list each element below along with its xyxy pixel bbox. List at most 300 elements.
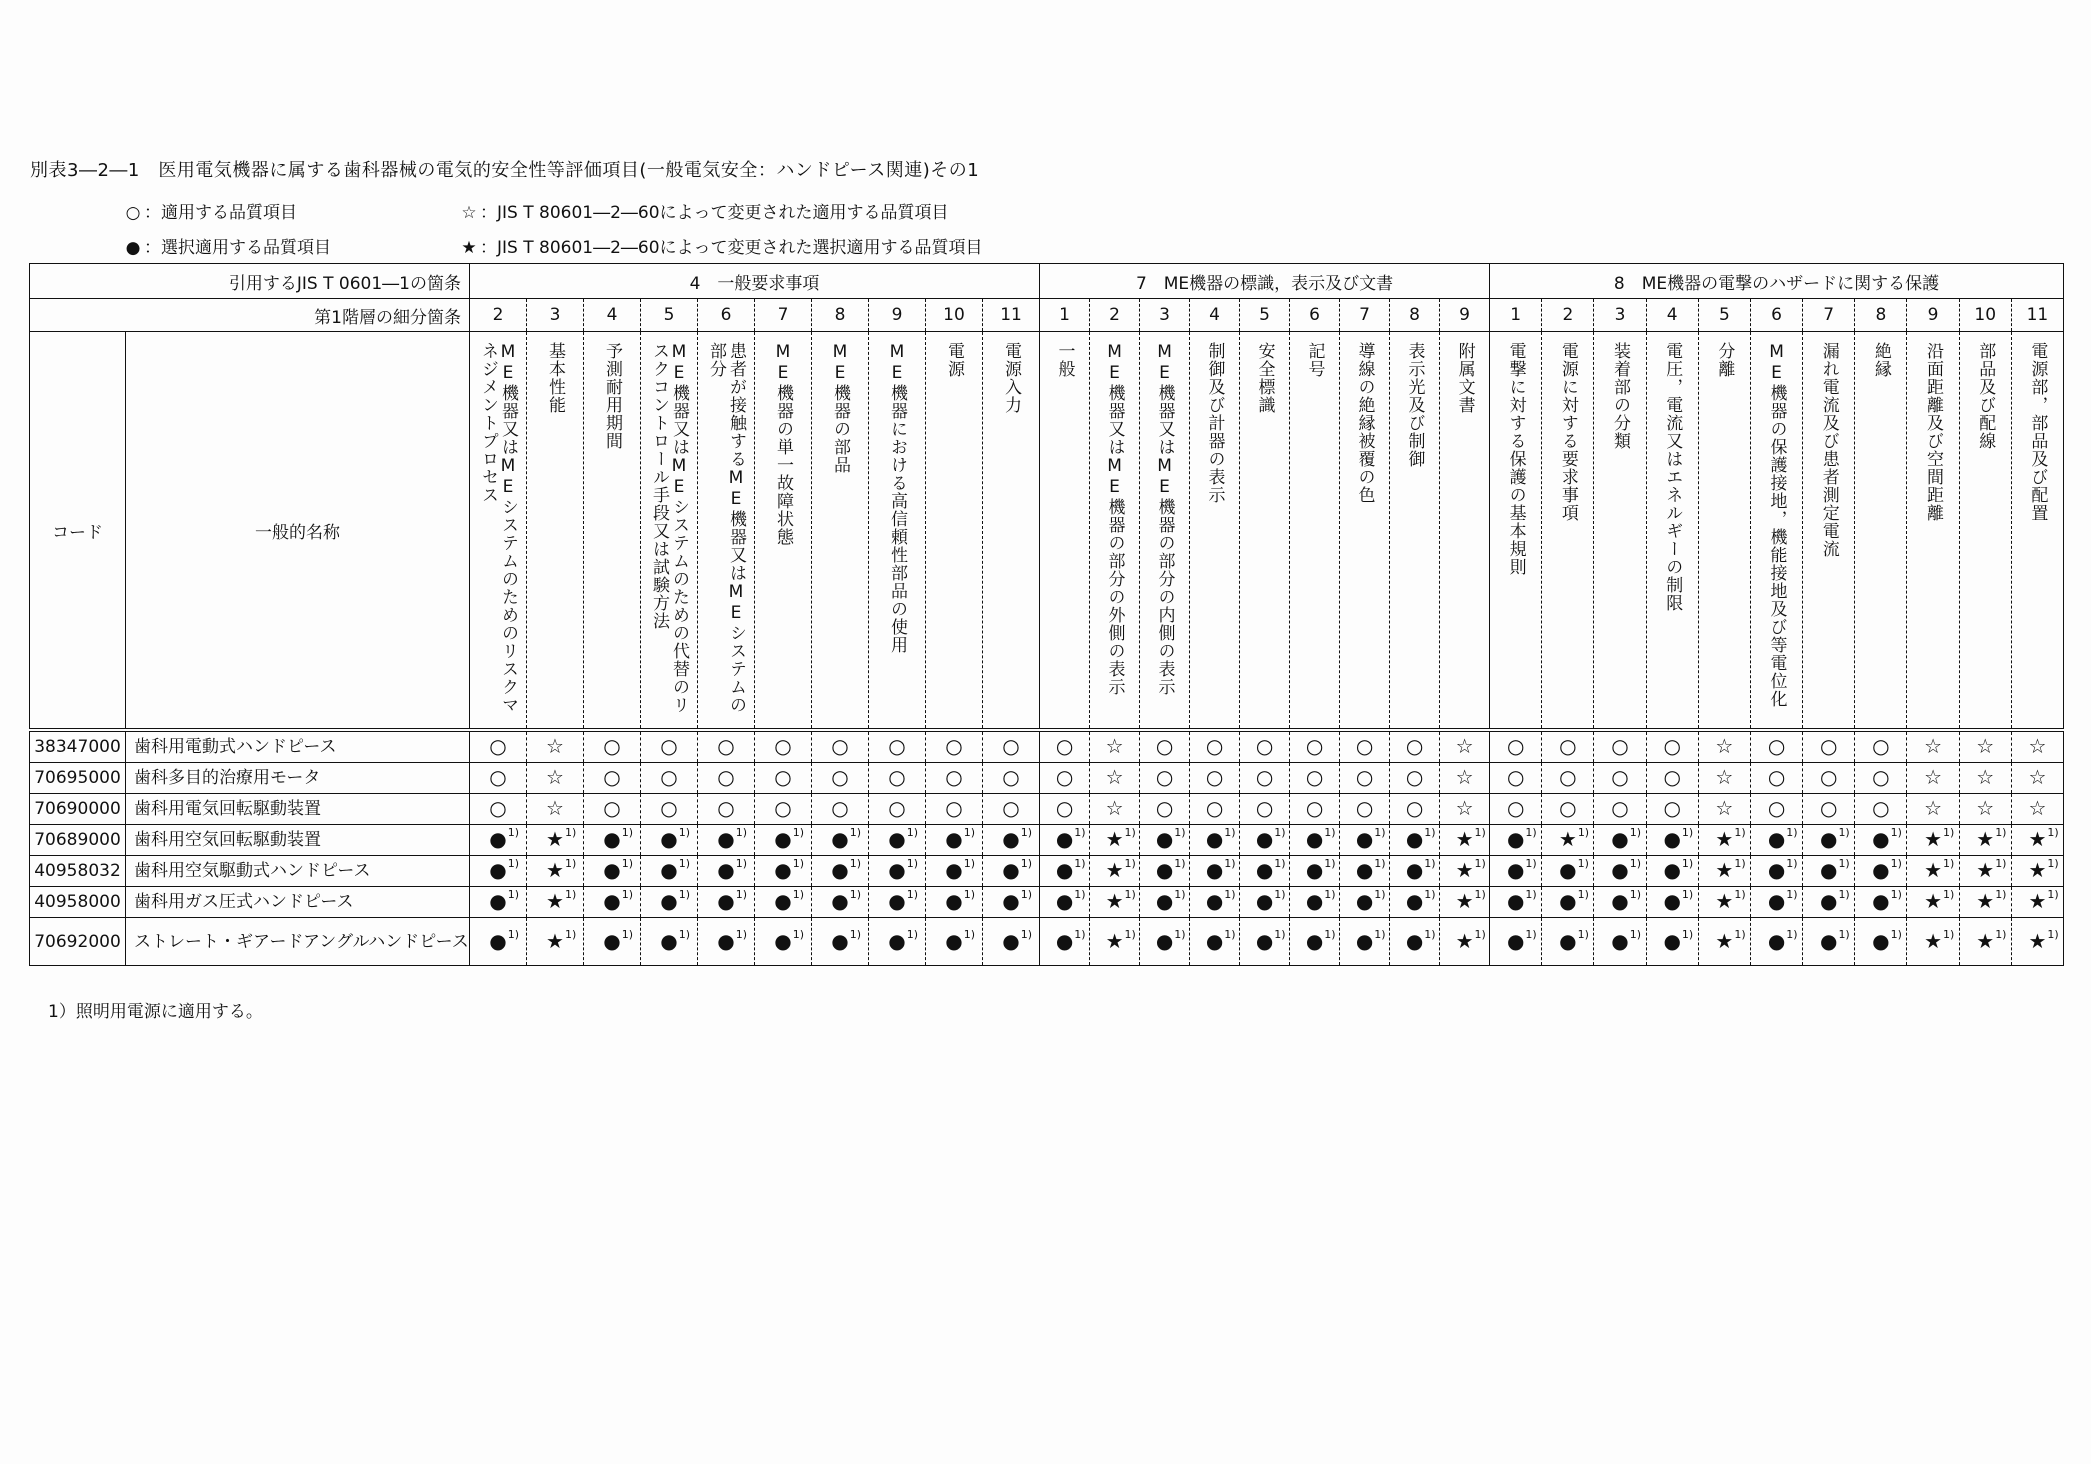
mark-symbol: ● — [1055, 858, 1074, 882]
mark-symbol: ● — [660, 827, 678, 851]
filled-circle-icon — [945, 888, 976, 913]
mark-cell — [641, 825, 698, 856]
mark-cell — [1698, 730, 1750, 763]
footnote-ref: 1) — [792, 927, 805, 941]
mark-cell — [755, 794, 812, 825]
footnote-ref: 1) — [1474, 927, 1486, 941]
open-circle-icon — [1559, 734, 1576, 758]
footnote-ref: 1) — [1525, 927, 1537, 941]
mark-symbol: ● — [1355, 827, 1374, 851]
open-circle-icon — [1256, 796, 1273, 820]
mark-cell — [1090, 825, 1140, 856]
item-label: ME機器の部品 — [830, 342, 850, 474]
mark-cell — [1855, 856, 1907, 887]
mark-symbol: ★ — [2028, 889, 2047, 913]
filled-star-icon — [1976, 826, 2007, 851]
mark-symbol: ☆ — [1715, 765, 1734, 789]
filled-circle-icon — [1305, 857, 1336, 882]
subclause-number: 2 — [1542, 299, 1594, 332]
mark-cell — [1594, 887, 1646, 918]
subclause-number: 1 — [1040, 299, 1090, 332]
section-title: 8 ME機器の電撃のハザードに関する保護 — [1490, 264, 2064, 299]
mark-symbol: ○ — [1155, 765, 1174, 789]
filled-circle-icon — [1872, 857, 1902, 882]
mark-cell — [584, 763, 641, 794]
code-cell: 40958032 — [30, 856, 126, 887]
item-label-cell — [470, 332, 527, 731]
name-cell: 歯科多目的治療用モータ — [126, 763, 470, 794]
open-circle-icon — [945, 734, 962, 758]
item-label: 附属文書 — [1454, 342, 1475, 414]
filled-circle-icon — [1506, 857, 1537, 882]
mark-symbol: ☆ — [546, 734, 564, 758]
mark-cell — [1190, 825, 1240, 856]
filled-circle-icon — [603, 927, 634, 953]
item-label-cell — [1855, 332, 1907, 731]
mark-cell — [1240, 730, 1290, 763]
subclause-number: 7 — [1803, 299, 1855, 332]
mark-cell — [470, 730, 527, 763]
open-circle-icon — [1507, 765, 1524, 789]
mark-symbol: ○ — [1305, 734, 1324, 758]
footnote-ref: 1) — [1838, 927, 1850, 941]
footnote-ref: 1) — [1943, 888, 1955, 901]
mark-symbol: ● — [1055, 928, 1074, 953]
footnote-ref: 1) — [1734, 927, 1746, 941]
mark-cell — [1390, 887, 1440, 918]
filled-circle-icon — [1611, 888, 1642, 913]
mark-cell — [1140, 763, 1190, 794]
filled-star-icon — [1558, 826, 1590, 851]
open-circle-icon — [774, 796, 791, 820]
mark-symbol: ☆ — [1715, 796, 1734, 820]
mark-symbol: ● — [1055, 827, 1074, 851]
open-star-icon — [1924, 734, 1942, 758]
mark-symbol: ● — [945, 858, 963, 882]
filled-star-icon — [1105, 826, 1136, 851]
mark-cell — [1090, 918, 1140, 966]
open-circle-icon — [831, 734, 848, 758]
legend-label: ：JIS T 80601―2―60によって変更された適用する品質項目 — [480, 203, 949, 223]
mark-cell — [1698, 856, 1750, 887]
open-circle-icon — [1256, 765, 1273, 789]
mark-cell — [1907, 794, 1959, 825]
footnote-ref: 1) — [1424, 857, 1436, 870]
open-star-icon — [2028, 796, 2046, 820]
mark-symbol: ● — [660, 858, 678, 882]
footnote-ref: 1) — [2047, 857, 2059, 870]
mark-symbol: ★ — [2028, 928, 2047, 953]
filled-star-icon — [1976, 888, 2007, 913]
mark-cell — [641, 887, 698, 918]
mark-symbol: ○ — [945, 765, 963, 789]
mark-symbol: ★ — [1715, 827, 1734, 851]
mark-symbol: ○ — [603, 796, 621, 820]
mark-cell — [1646, 918, 1698, 966]
footnote-ref: 1) — [1124, 826, 1136, 839]
open-star-icon — [1976, 765, 1994, 789]
mark-symbol: ○ — [774, 796, 792, 820]
legend-label: ：JIS T 80601―2―60によって変更された選択適用する品質項目 — [480, 238, 983, 258]
mark-cell — [1440, 887, 1490, 918]
mark-cell — [1190, 918, 1240, 966]
mark-symbol: ● — [489, 889, 507, 913]
footnote-ref: 1) — [1324, 857, 1336, 870]
footnote-ref: 1) — [564, 888, 577, 901]
mark-cell — [1959, 887, 2011, 918]
mark-symbol: ○ — [1611, 734, 1629, 758]
open-circle-icon — [1872, 765, 1889, 789]
open-circle-icon — [945, 765, 962, 789]
mark-cell — [1340, 763, 1390, 794]
filled-circle-icon — [489, 888, 520, 913]
mark-symbol: ★ — [546, 928, 564, 953]
mark-symbol: ● — [831, 928, 849, 953]
mark-cell — [698, 763, 755, 794]
open-circle-icon — [603, 765, 620, 789]
mark-symbol: ● — [1506, 889, 1525, 913]
mark-symbol: ○ — [1255, 765, 1274, 789]
mark-cell — [869, 887, 926, 918]
mark-cell — [812, 763, 869, 794]
mark-cell — [1440, 763, 1490, 794]
mark-symbol: ● — [1872, 858, 1890, 882]
mark-symbol: ● — [1002, 928, 1020, 953]
filled-circle-icon — [660, 857, 691, 882]
mark-cell — [869, 763, 926, 794]
mark-cell — [2011, 887, 2063, 918]
mark-cell — [1340, 794, 1390, 825]
open-circle-icon — [1872, 734, 1889, 758]
mark-cell — [470, 887, 527, 918]
mark-symbol: ● — [1872, 928, 1890, 953]
mark-cell — [812, 918, 869, 966]
mark-symbol: ○ — [888, 765, 906, 789]
filled-circle-icon — [1355, 826, 1386, 851]
filled-circle-icon — [1872, 927, 1902, 953]
mark-cell — [755, 887, 812, 918]
mark-cell — [926, 794, 983, 825]
footnote-ref: 1) — [1224, 927, 1236, 941]
footnote-ref: 1) — [1734, 826, 1746, 839]
mark-symbol: ● — [1559, 889, 1577, 913]
mark-symbol: ● — [1305, 858, 1324, 882]
footnote-ref: 1) — [1525, 888, 1537, 901]
subclause-number: 1 — [1490, 299, 1542, 332]
item-label: ME機器又はME機器の部分の内側の表示 — [1154, 342, 1175, 696]
subclause-number: 7 — [1340, 299, 1390, 332]
footnote-ref: 1) — [1890, 888, 1902, 901]
mark-cell — [1490, 918, 1542, 966]
footnote: 1）照明用電源に適用する。 — [48, 1002, 263, 1022]
mark-cell — [527, 730, 584, 763]
footnote-ref: 1) — [1681, 826, 1694, 839]
mark-symbol: ● — [717, 827, 735, 851]
item-label-cell — [1490, 332, 1542, 731]
item-label-cell — [869, 332, 926, 731]
item-label-cell — [1440, 332, 1490, 731]
filled-circle-icon — [888, 857, 919, 882]
mark-symbol: ● — [1663, 889, 1681, 913]
subclause-number: 5 — [1698, 299, 1750, 332]
footnote-ref: 1) — [1074, 857, 1086, 870]
footnote-ref: 1) — [1577, 826, 1590, 839]
mark-symbol: ★ — [1455, 827, 1474, 851]
mark-cell — [869, 825, 926, 856]
subclause-number: 4 — [1190, 299, 1240, 332]
mark-symbol: ★ — [1924, 928, 1943, 953]
mark-symbol: ● — [1055, 889, 1074, 913]
mark-symbol: ★ — [1924, 858, 1943, 882]
legend-open-circle — [122, 198, 297, 223]
table-row — [30, 856, 2064, 887]
mark-cell — [1090, 856, 1140, 887]
filled-circle-icon — [945, 927, 976, 953]
mark-symbol: ○ — [1663, 734, 1681, 758]
name-cell: 歯科用電気回転駆動装置 — [126, 794, 470, 825]
mark-cell — [1390, 856, 1440, 887]
filled-circle-icon — [1002, 857, 1033, 882]
mark-symbol: ○ — [603, 734, 621, 758]
mark-cell — [1190, 887, 1240, 918]
footnote-ref: 1) — [1274, 888, 1286, 901]
open-circle-icon — [831, 796, 848, 820]
filled-circle-icon — [888, 927, 919, 953]
item-label: 沿面距離及び空間距離 — [1923, 342, 1944, 522]
footnote-ref: 1) — [1838, 857, 1850, 870]
mark-symbol: ● — [1255, 858, 1274, 882]
footnote-ref: 1) — [792, 888, 805, 901]
mark-symbol: ● — [1506, 858, 1525, 882]
mark-symbol: ★ — [1455, 889, 1474, 913]
footnote-ref: 1) — [507, 888, 520, 901]
mark-symbol: ○ — [1205, 796, 1224, 820]
open-circle-icon — [1768, 796, 1785, 820]
mark-cell — [470, 918, 527, 966]
filled-circle-icon — [1506, 888, 1537, 913]
filled-circle-icon — [774, 826, 805, 851]
filled-circle-icon — [1819, 826, 1850, 851]
mark-cell — [1750, 918, 1802, 966]
footnote-ref: 1) — [1943, 857, 1955, 870]
item-label-cell — [755, 332, 812, 731]
mark-cell — [470, 825, 527, 856]
item-label-cell — [1340, 332, 1390, 731]
open-star-icon — [1456, 765, 1474, 789]
filled-circle-icon — [1155, 888, 1186, 913]
filled-circle-icon — [603, 888, 634, 913]
open-circle-icon — [1611, 734, 1628, 758]
filled-circle-icon — [1155, 826, 1186, 851]
mark-symbol: ● — [1872, 889, 1890, 913]
subclause-number: 5 — [1240, 299, 1290, 332]
open-circle-icon — [1306, 734, 1323, 758]
open-circle-icon — [1206, 796, 1223, 820]
mark-cell — [470, 763, 527, 794]
mark-symbol: ○ — [1663, 796, 1681, 820]
mark-cell — [1240, 794, 1290, 825]
mark-symbol: ○ — [660, 796, 678, 820]
filled-star-icon — [546, 826, 577, 851]
item-label-cell — [1594, 332, 1646, 731]
open-circle-icon — [888, 734, 905, 758]
mark-cell — [755, 856, 812, 887]
footnote-ref: 1) — [1838, 888, 1850, 901]
footnote-ref: 1) — [1174, 888, 1186, 901]
mark-cell — [1290, 825, 1340, 856]
mark-cell — [1040, 763, 1090, 794]
mark-cell — [584, 794, 641, 825]
footnote-ref: 1) — [735, 857, 748, 870]
filled-circle-icon — [831, 826, 862, 851]
mark-symbol: ○ — [1819, 734, 1838, 758]
footnote-ref: 1) — [1629, 927, 1642, 941]
mark-cell — [1855, 887, 1907, 918]
mark-cell — [1803, 856, 1855, 887]
open-circle-icon — [1406, 734, 1423, 758]
mark-cell — [1490, 730, 1542, 763]
mark-symbol: ○ — [1872, 734, 1890, 758]
open-circle-icon — [1306, 796, 1323, 820]
mark-symbol: ○ — [774, 734, 792, 758]
open-star-icon — [1106, 796, 1124, 820]
mark-cell — [1240, 887, 1290, 918]
open-circle-icon — [888, 796, 905, 820]
footnote-ref: 1) — [1577, 857, 1589, 870]
filled-circle-icon — [1767, 857, 1798, 882]
filled-circle-icon — [1767, 888, 1798, 913]
open-circle-icon — [831, 765, 848, 789]
item-label-cell — [1140, 332, 1190, 731]
open-star-icon — [1715, 765, 1733, 789]
subclause-number: 7 — [755, 299, 812, 332]
mark-symbol: ○ — [1002, 796, 1020, 820]
mark-cell — [1542, 825, 1594, 856]
legend-label: ：選択適用する品質項目 — [144, 238, 331, 258]
filled-circle-icon — [1055, 826, 1086, 851]
open-star-icon — [1106, 765, 1124, 789]
footnote-ref: 1) — [906, 927, 919, 941]
item-label-row — [30, 332, 2064, 731]
open-star-icon: ☆ — [461, 203, 477, 223]
mark-symbol: ★ — [1924, 889, 1943, 913]
footnote-ref: 1) — [792, 857, 805, 870]
mark-cell — [2011, 918, 2063, 966]
mark-symbol: ● — [1405, 827, 1424, 851]
filled-circle-icon — [1559, 857, 1589, 882]
footnote-ref: 1) — [1124, 927, 1136, 941]
subclause-number: 2 — [470, 299, 527, 332]
footnote-ref: 1) — [1943, 927, 1955, 941]
filled-circle-icon — [1205, 888, 1236, 913]
mark-symbol: ○ — [831, 796, 849, 820]
footnote-ref: 1) — [963, 857, 976, 870]
filled-circle-icon — [489, 857, 520, 882]
filled-circle-icon — [1305, 888, 1336, 913]
mark-cell — [641, 730, 698, 763]
code-cell: 70689000 — [30, 825, 126, 856]
mark-cell — [584, 856, 641, 887]
mark-cell — [1490, 887, 1542, 918]
open-circle-icon — [1356, 796, 1373, 820]
footnote-ref: 1) — [1890, 857, 1902, 870]
mark-cell — [1646, 730, 1698, 763]
open-star-icon — [546, 734, 564, 758]
mark-cell — [1959, 825, 2011, 856]
mark-symbol: ● — [1205, 889, 1224, 913]
filled-star-icon — [1715, 857, 1746, 882]
mark-symbol: ○ — [1355, 765, 1374, 789]
item-label-cell — [1959, 332, 2011, 731]
mark-cell — [584, 730, 641, 763]
section-title: 4 一般要求事項 — [470, 264, 1040, 299]
open-star-icon — [2028, 765, 2046, 789]
mark-cell — [1040, 887, 1090, 918]
mark-cell — [1750, 856, 1802, 887]
mark-cell — [2011, 794, 2063, 825]
mark-symbol: ○ — [1611, 765, 1629, 789]
subclause-number: 10 — [1959, 299, 2011, 332]
mark-symbol: ● — [1155, 827, 1174, 851]
subclause-number: 9 — [869, 299, 926, 332]
open-circle-icon — [1002, 734, 1019, 758]
open-circle-icon — [1056, 765, 1073, 789]
legend-open-star — [458, 198, 949, 223]
mark-cell — [1140, 794, 1190, 825]
item-label-cell — [926, 332, 983, 731]
footnote-ref: 1) — [564, 857, 577, 870]
mark-symbol: ★ — [1976, 827, 1995, 851]
mark-symbol: ● — [1663, 858, 1681, 882]
mark-symbol: ○ — [1255, 796, 1274, 820]
filled-circle-icon — [831, 888, 862, 913]
mark-cell — [1803, 887, 1855, 918]
filled-star-icon — [1455, 927, 1486, 953]
name-cell: 歯科用空気駆動式ハンドピース — [126, 856, 470, 887]
open-circle-icon — [1507, 796, 1524, 820]
open-circle-icon — [489, 734, 506, 758]
evaluation-table — [29, 263, 2064, 966]
mark-symbol: ○ — [1255, 734, 1274, 758]
mark-cell — [812, 825, 869, 856]
mark-cell — [1542, 794, 1594, 825]
mark-cell — [1646, 794, 1698, 825]
mark-cell — [1959, 730, 2011, 763]
footnote-ref: 1) — [792, 826, 805, 839]
mark-symbol: ● — [945, 889, 963, 913]
mark-cell — [470, 794, 527, 825]
code-cell: 70692000 — [30, 918, 126, 966]
mark-cell — [1594, 794, 1646, 825]
mark-cell — [2011, 825, 2063, 856]
mark-symbol: ● — [1767, 858, 1786, 882]
mark-cell — [926, 825, 983, 856]
mark-cell — [926, 887, 983, 918]
mark-cell — [1190, 763, 1240, 794]
mark-cell — [527, 794, 584, 825]
filled-circle-icon — [1002, 927, 1033, 953]
mark-symbol: ★ — [2028, 827, 2047, 851]
mark-symbol: ☆ — [1715, 734, 1734, 758]
mark-symbol: ○ — [1405, 765, 1424, 789]
mark-symbol: ○ — [1663, 765, 1681, 789]
footnote-ref: 1) — [2047, 888, 2059, 901]
mark-symbol: ○ — [1506, 796, 1525, 820]
item-label: 安全標識 — [1254, 342, 1275, 414]
filled-circle-icon — [1405, 826, 1436, 851]
filled-star-icon — [1924, 927, 1955, 953]
item-label: 装着部の分類 — [1610, 342, 1631, 450]
